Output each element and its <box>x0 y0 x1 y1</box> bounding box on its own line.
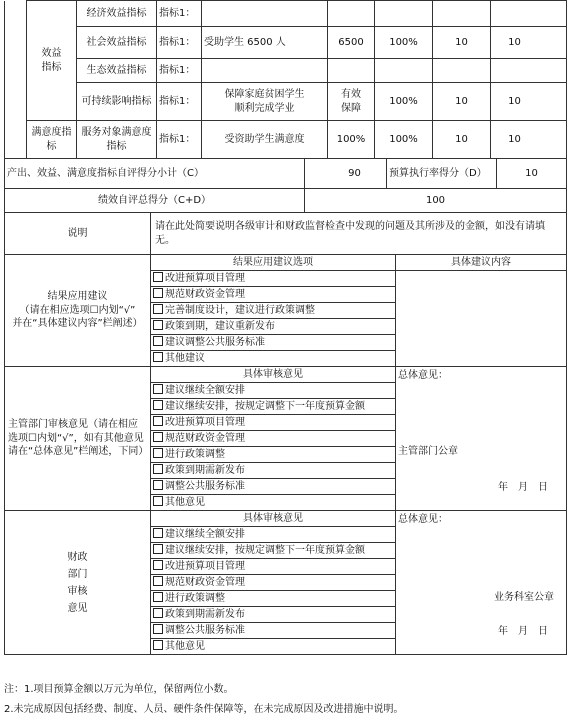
checkbox-icon[interactable] <box>153 496 163 506</box>
checkbox-icon[interactable] <box>153 544 163 554</box>
indicator-row-sustainable <box>5 83 567 121</box>
checkbox-option[interactable]: 建议继续安排，按规定调整下一年度预算金额 <box>151 399 396 415</box>
dept-overall-label: 总体意见： <box>398 370 448 381</box>
checkbox-icon[interactable] <box>153 352 163 362</box>
indicator-score: 10 <box>433 121 491 159</box>
indicator-score: 10 <box>491 83 567 121</box>
checkbox-option[interactable]: 建议继续全额安排 <box>151 383 396 399</box>
checkbox-option[interactable]: 政策到期，建议重新发布 <box>151 319 396 335</box>
dept-date: 年 月 日 <box>498 482 548 493</box>
indicator-name: 指标1： <box>157 59 202 83</box>
finance-options-header: 具体审核意见 <box>151 511 396 527</box>
finance-overall-label: 总体意见： <box>398 514 448 525</box>
checkbox-icon[interactable] <box>153 304 163 314</box>
finance-header-row <box>5 511 567 527</box>
indicator-row-social <box>5 27 567 59</box>
checkbox-option[interactable]: 建议调整公共服务标准 <box>151 335 396 351</box>
result-options-header: 结果应用建议选项 <box>151 255 396 271</box>
checkbox-icon[interactable] <box>153 608 163 618</box>
result-label: 结果应用建议 （请在相应选项☐内划“√” 并在“具体建议内容”栏阐述） <box>5 255 151 367</box>
sub-indicator: 经济效益指标 <box>77 1 157 27</box>
evaluation-form <box>4 0 566 722</box>
checkbox-option[interactable]: 调整公共服务标准 <box>151 479 396 495</box>
checkbox-icon[interactable] <box>153 576 163 586</box>
checkbox-option[interactable]: 改进预算项目管理 <box>151 271 396 287</box>
checkbox-option[interactable]: 进行政策调整 <box>151 591 396 607</box>
indicator-weight: 100% <box>375 83 433 121</box>
checkbox-option[interactable]: 政策到期需新发布 <box>151 463 396 479</box>
sub-indicator: 社会效益指标 <box>77 27 157 59</box>
checkbox-option[interactable]: 其他意见 <box>151 639 396 655</box>
finance-label: 财政 部门 审核 意见 <box>5 511 151 655</box>
subtotal-label: 产出、效益、满意度指标自评得分小计（C） <box>5 159 305 189</box>
dept-overall-cell[interactable] <box>396 367 567 511</box>
indicator-score: 10 <box>433 83 491 121</box>
checkbox-option[interactable]: 调整公共服务标准 <box>151 623 396 639</box>
sub-indicator: 服务对象满意度 指标 <box>77 121 157 159</box>
main-table <box>4 212 567 655</box>
checkbox-icon[interactable] <box>153 416 163 426</box>
indicator-row-economic <box>5 1 567 27</box>
satisfaction-label: 满意度指 标 <box>27 121 77 159</box>
result-detail-header: 具体建议内容 <box>396 255 567 271</box>
explain-text: 请在此处简要说明各级审计和财政监督检查中发现的问题及其所涉及的金额，如没有请填无。 <box>151 213 567 255</box>
checkbox-icon[interactable] <box>153 448 163 458</box>
checkbox-option[interactable]: 其他意见 <box>151 495 396 511</box>
checkbox-icon[interactable] <box>153 528 163 538</box>
indicator-weight: 100% <box>375 27 433 59</box>
total-label: 绩效自评总得分（C+D） <box>5 189 305 213</box>
checkbox-option[interactable]: 规范财政资金管理 <box>151 575 396 591</box>
dept-options-header: 具体审核意见 <box>151 367 396 383</box>
checkbox-option[interactable]: 其他建议 <box>151 351 396 367</box>
checkbox-icon[interactable] <box>153 400 163 410</box>
sub-indicator: 生态效益指标 <box>77 59 157 83</box>
budget-label: 预算执行率得分（D） <box>387 159 497 189</box>
subtotal-value: 90 <box>305 159 387 189</box>
indicator-score: 10 <box>433 27 491 59</box>
footnote: 注：1.项目预算金额以万元为单位，保留两位小数。 <box>4 684 234 695</box>
indicator-weight: 100% <box>375 121 433 159</box>
checkbox-icon[interactable] <box>153 592 163 602</box>
indicator-target: 100% <box>328 121 375 159</box>
finance-overall-cell[interactable] <box>396 511 567 655</box>
indicator-score: 10 <box>491 121 567 159</box>
indicator-name: 指标1： <box>157 83 202 121</box>
indicator-content: 受资助学生满意度 <box>202 121 328 159</box>
checkbox-icon[interactable] <box>153 464 163 474</box>
indicator-content: 保障家庭贫困学生 顺利完成学业 <box>202 83 328 121</box>
result-header-row <box>5 255 567 271</box>
checkbox-icon[interactable] <box>153 624 163 634</box>
checkbox-option[interactable]: 规范财政资金管理 <box>151 431 396 447</box>
finance-stamp: 业务科室公章 <box>494 592 554 603</box>
checkbox-option[interactable]: 规范财政资金管理 <box>151 287 396 303</box>
checkbox-option[interactable]: 完善制度设计，建议进行政策调整 <box>151 303 396 319</box>
indicator-name: 指标1： <box>157 27 202 59</box>
checkbox-icon[interactable] <box>153 640 163 650</box>
indicator-row-satisfaction <box>5 121 567 159</box>
checkbox-icon[interactable] <box>153 432 163 442</box>
indicator-content: 受助学生 6500 人 <box>202 27 328 59</box>
dept-label: 主管部门审核意见（请在相应选项☐内划“√”，如有其他意见请在“总体意见”栏阐述，下同） <box>5 367 151 511</box>
checkbox-icon[interactable] <box>153 288 163 298</box>
checkbox-option[interactable]: 政策到期需新发布 <box>151 607 396 623</box>
indicator-target: 6500 <box>328 27 375 59</box>
indicator-name: 指标1： <box>157 1 202 27</box>
checkbox-option[interactable]: 改进预算项目管理 <box>151 559 396 575</box>
indicator-name: 指标1： <box>157 121 202 159</box>
subtotal-row <box>5 159 567 189</box>
dept-header-row <box>5 367 567 383</box>
checkbox-option[interactable]: 建议继续安排，按规定调整下一年度预算金额 <box>151 543 396 559</box>
footnotes <box>4 680 566 720</box>
explain-row <box>5 213 567 255</box>
checkbox-icon[interactable] <box>153 384 163 394</box>
checkbox-option[interactable]: 改进预算项目管理 <box>151 415 396 431</box>
total-row <box>5 189 567 213</box>
budget-value: 10 <box>497 159 567 189</box>
checkbox-icon[interactable] <box>153 320 163 330</box>
score-table <box>4 158 567 213</box>
dept-stamp: 主管部门公章 <box>398 446 458 457</box>
total-value: 100 <box>305 189 567 213</box>
explain-label: 说明 <box>5 213 151 255</box>
result-detail-content[interactable] <box>396 271 567 367</box>
benefit-label: 效益 指标 <box>27 1 77 121</box>
checkbox-icon[interactable] <box>153 480 163 490</box>
checkbox-option[interactable]: 进行政策调整 <box>151 447 396 463</box>
checkbox-icon[interactable] <box>153 336 163 346</box>
indicator-target: 有效 保障 <box>328 83 375 121</box>
indicator-table <box>4 0 567 159</box>
footnote: 2.未完成原因包括经费、制度、人员、硬件条件保障等，在未完成原因及改进措施中说明。 <box>4 704 404 715</box>
indicator-row-ecology <box>5 59 567 83</box>
checkbox-icon[interactable] <box>153 272 163 282</box>
sub-indicator: 可持续影响指标 <box>77 83 157 121</box>
finance-date: 年 月 日 <box>498 626 548 637</box>
indicator-score: 10 <box>491 27 567 59</box>
checkbox-option[interactable]: 建议继续全额安排 <box>151 527 396 543</box>
checkbox-icon[interactable] <box>153 560 163 570</box>
